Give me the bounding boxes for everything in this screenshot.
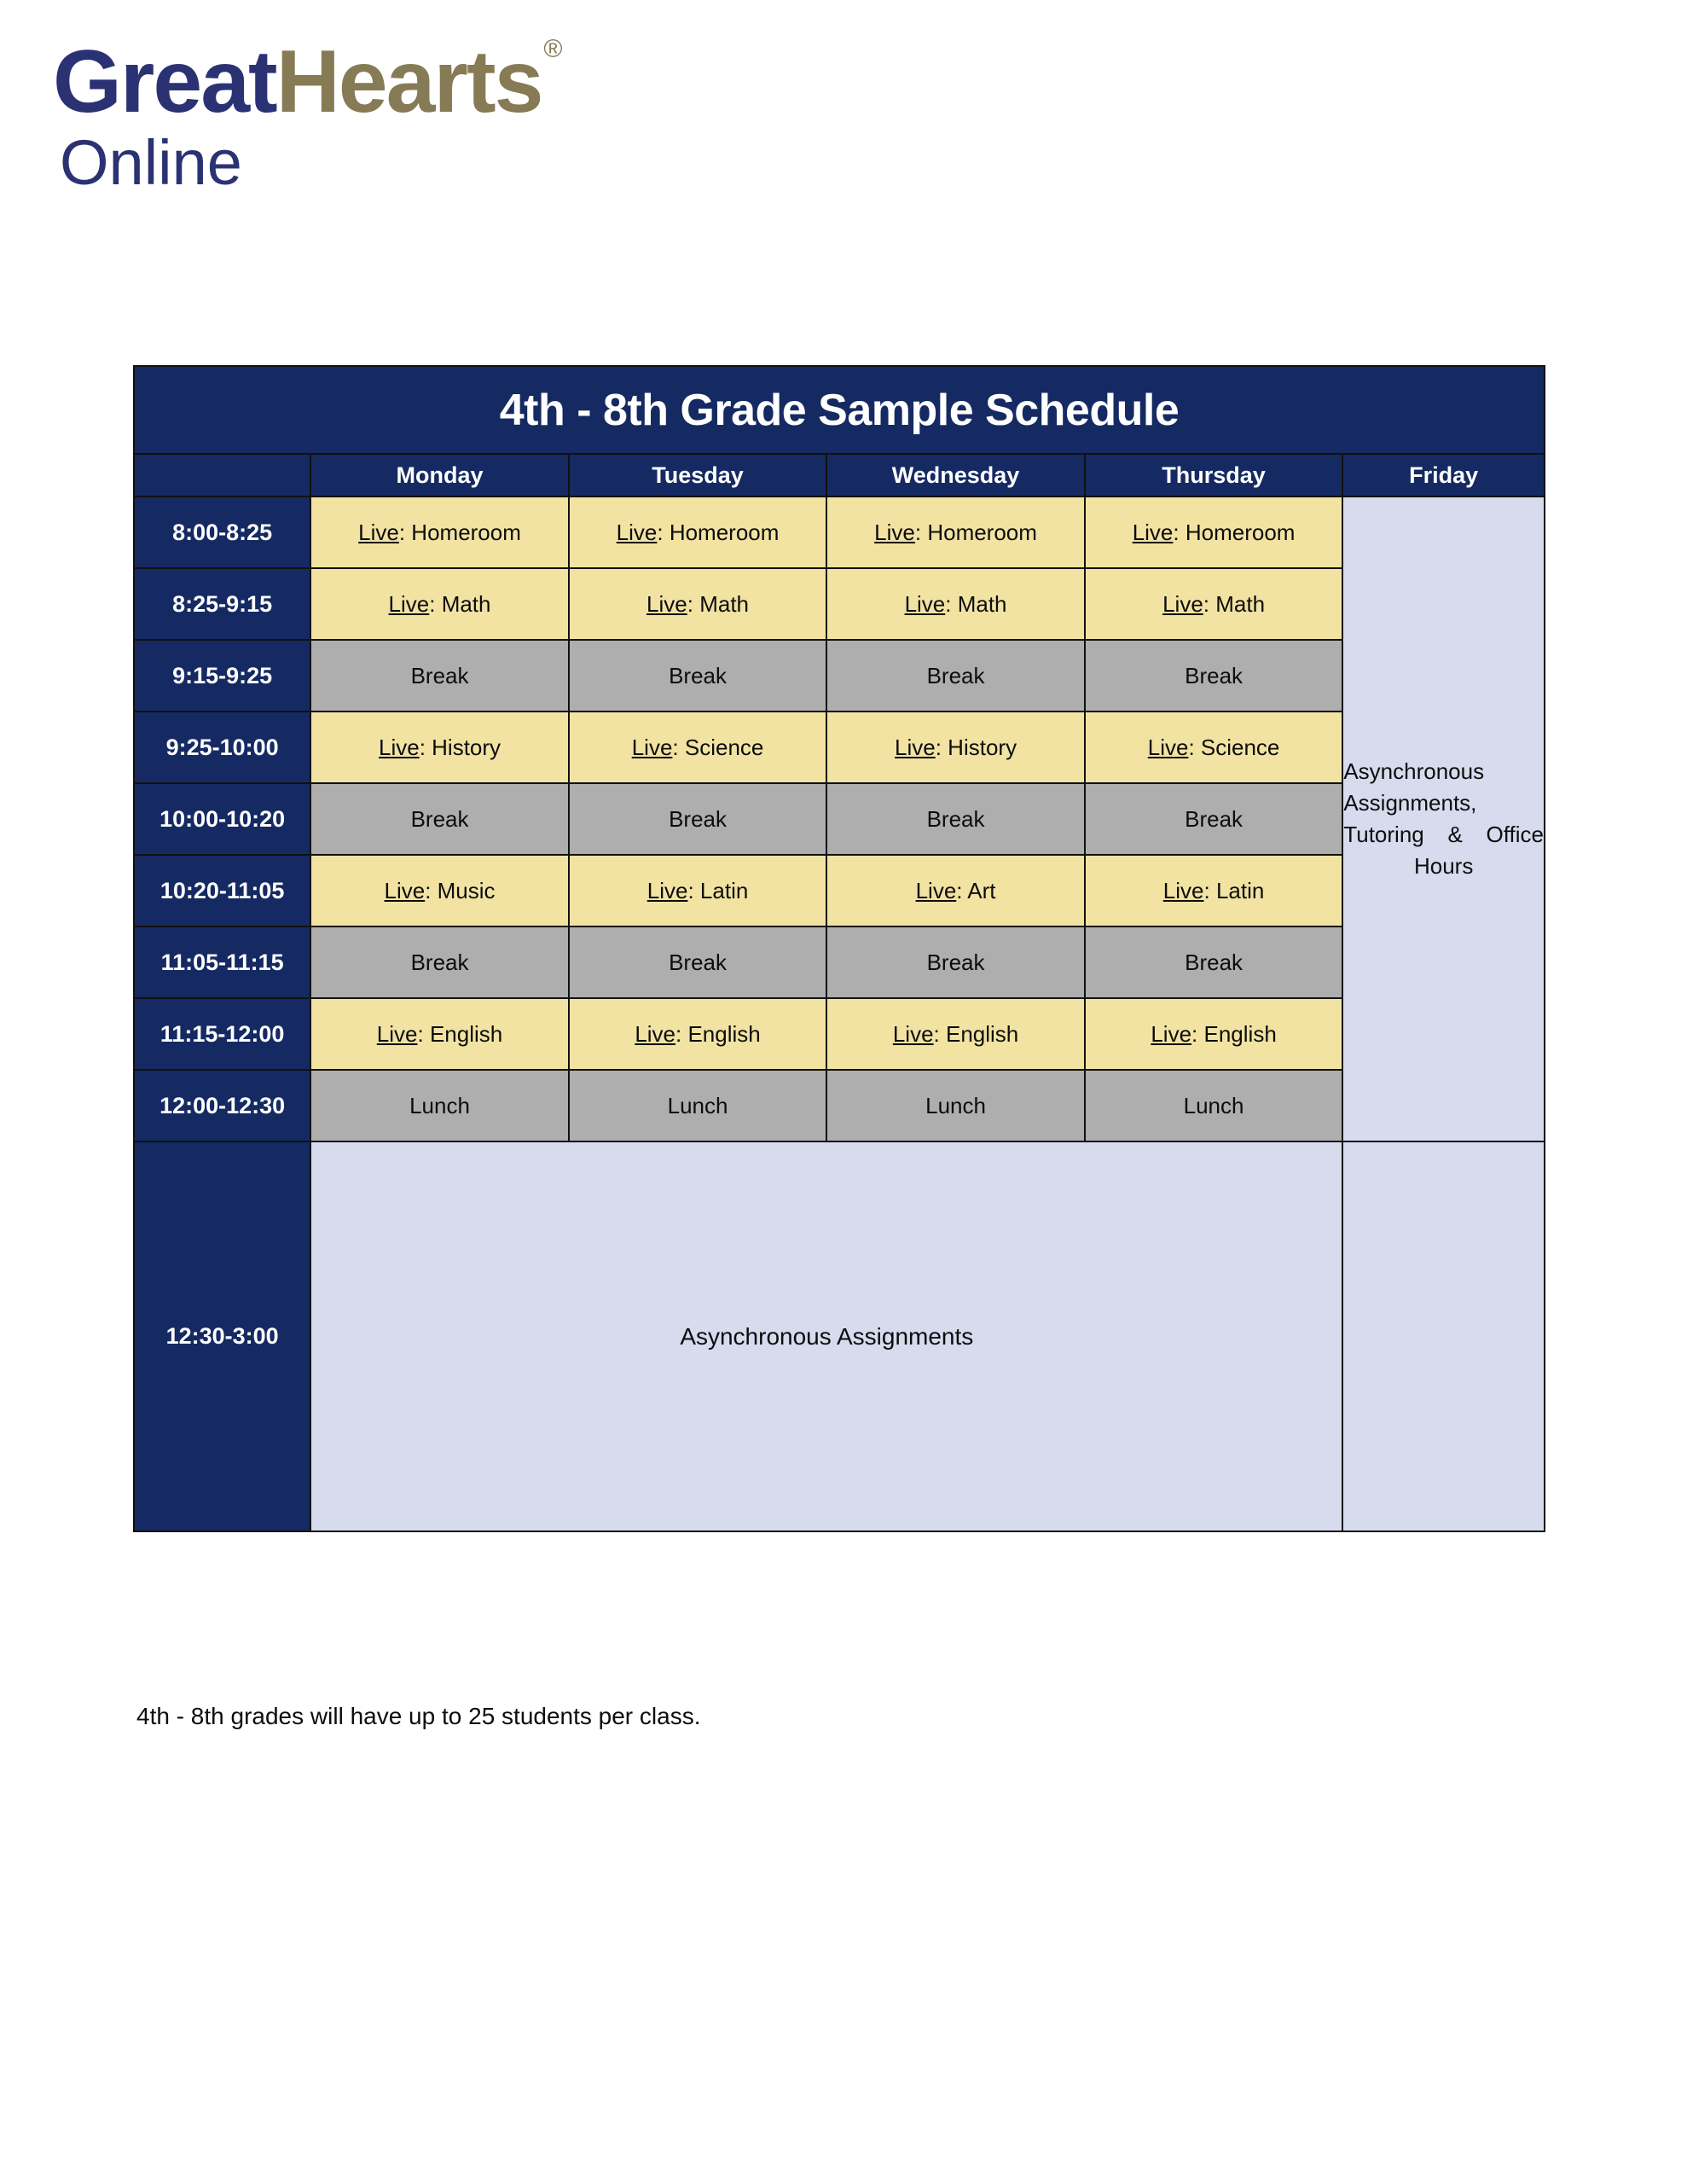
subject-label: : bbox=[687, 590, 700, 617]
schedule-cell: Break bbox=[826, 926, 1085, 998]
live-prefix: Live bbox=[1151, 1020, 1192, 1047]
schedule-cell bbox=[569, 568, 827, 640]
live-prefix: Live bbox=[388, 590, 430, 617]
time-label: 8:25-9:15 bbox=[134, 568, 310, 640]
sample-schedule-table bbox=[133, 365, 1545, 1532]
schedule-table-container bbox=[133, 365, 1545, 1532]
live-prefix: Live bbox=[1162, 590, 1203, 617]
schedule-cell: Break bbox=[310, 926, 569, 998]
time-label: 10:20-11:05 bbox=[134, 855, 310, 926]
subject-label: : bbox=[1191, 1020, 1204, 1047]
column-header-monday: Monday bbox=[310, 454, 569, 497]
time-label: 10:00-10:20 bbox=[134, 783, 310, 855]
time-label: 9:25-10:00 bbox=[134, 712, 310, 783]
table-row bbox=[134, 497, 1545, 568]
logo-word-hearts: Hearts bbox=[275, 32, 542, 131]
schedule-cell bbox=[826, 497, 1085, 568]
table-row bbox=[134, 568, 1545, 640]
live-prefix: Live bbox=[895, 734, 936, 760]
column-header-thursday: Thursday bbox=[1085, 454, 1343, 497]
logo-wordmark bbox=[53, 32, 820, 131]
async-friday-filler bbox=[1342, 1141, 1545, 1531]
subject-name: Art bbox=[967, 877, 996, 903]
live-prefix: Live bbox=[904, 590, 946, 617]
friday-note-cell: Asynchronous Assignments, Tutoring & Office Hours bbox=[1342, 497, 1545, 1141]
column-header-tuesday: Tuesday bbox=[569, 454, 827, 497]
live-prefix: Live bbox=[646, 877, 688, 903]
schedule-cell: Break bbox=[569, 640, 827, 712]
live-prefix: Live bbox=[1132, 519, 1174, 545]
subject-name: History bbox=[948, 734, 1017, 760]
table-row bbox=[134, 998, 1545, 1070]
schedule-cell bbox=[826, 568, 1085, 640]
table-title-row bbox=[134, 366, 1545, 454]
column-header-friday: Friday bbox=[1342, 454, 1545, 497]
schedule-cell: Break bbox=[1085, 926, 1343, 998]
schedule-cell bbox=[826, 712, 1085, 783]
table-row bbox=[134, 926, 1545, 998]
live-prefix: Live bbox=[1147, 734, 1189, 760]
schedule-cell bbox=[1085, 497, 1343, 568]
schedule-cell: Break bbox=[310, 783, 569, 855]
subject-name: Homeroom bbox=[1185, 519, 1296, 545]
subject-label: : bbox=[1173, 519, 1186, 545]
schedule-cell: Break bbox=[1085, 640, 1343, 712]
subject-name: Science bbox=[684, 734, 764, 760]
live-prefix: Live bbox=[616, 519, 658, 545]
time-label: 9:15-9:25 bbox=[134, 640, 310, 712]
subject-name: Latin bbox=[1215, 877, 1265, 903]
schedule-cell: Break bbox=[826, 783, 1085, 855]
subject-label: : bbox=[933, 1020, 946, 1047]
schedule-cell bbox=[569, 712, 827, 783]
live-prefix: Live bbox=[378, 734, 420, 760]
time-label: 11:15-12:00 bbox=[134, 998, 310, 1070]
subject-label: : bbox=[398, 519, 412, 545]
schedule-cell bbox=[826, 855, 1085, 926]
schedule-cell bbox=[569, 998, 827, 1070]
subject-label: : bbox=[945, 590, 958, 617]
subject-name: Math bbox=[699, 590, 750, 617]
subject-label: : bbox=[425, 877, 438, 903]
table-row bbox=[134, 712, 1545, 783]
live-prefix: Live bbox=[1162, 877, 1204, 903]
async-block-row bbox=[134, 1141, 1545, 1531]
live-prefix: Live bbox=[874, 519, 915, 545]
header-corner-blank bbox=[134, 454, 310, 497]
greathearts-online-logo bbox=[53, 32, 820, 198]
schedule-cell bbox=[1085, 568, 1343, 640]
live-prefix: Live bbox=[376, 1020, 418, 1047]
schedule-cell bbox=[826, 998, 1085, 1070]
subject-name: Homeroom bbox=[927, 519, 1037, 545]
time-label: 8:00-8:25 bbox=[134, 497, 310, 568]
async-assignments-cell: Asynchronous Assignments bbox=[310, 1141, 1342, 1531]
live-prefix: Live bbox=[646, 590, 687, 617]
subject-name: Science bbox=[1200, 734, 1280, 760]
subject-name: Math bbox=[1215, 590, 1266, 617]
logo-subtitle-online: Online bbox=[60, 127, 242, 198]
schedule-cell bbox=[1085, 855, 1343, 926]
table-row bbox=[134, 1070, 1545, 1141]
subject-name: Math bbox=[957, 590, 1007, 617]
subject-name: Latin bbox=[699, 877, 749, 903]
time-label: 12:30-3:00 bbox=[134, 1141, 310, 1531]
subject-label: : bbox=[419, 734, 432, 760]
schedule-cell: Lunch bbox=[310, 1070, 569, 1141]
table-row bbox=[134, 783, 1545, 855]
schedule-cell: Break bbox=[1085, 783, 1343, 855]
schedule-cell bbox=[310, 568, 569, 640]
schedule-cell bbox=[569, 497, 827, 568]
live-prefix: Live bbox=[631, 734, 673, 760]
time-label: 11:05-11:15 bbox=[134, 926, 310, 998]
subject-label: : bbox=[417, 1020, 430, 1047]
subject-label: : bbox=[429, 590, 442, 617]
schedule-cell: Break bbox=[569, 783, 827, 855]
subject-label: : bbox=[675, 1020, 688, 1047]
live-prefix: Live bbox=[358, 519, 399, 545]
subject-name: Math bbox=[441, 590, 491, 617]
schedule-cell bbox=[1085, 998, 1343, 1070]
schedule-cell bbox=[310, 712, 569, 783]
subject-name: English bbox=[945, 1020, 1019, 1047]
table-row bbox=[134, 640, 1545, 712]
table-row bbox=[134, 855, 1545, 926]
subject-name: English bbox=[687, 1020, 761, 1047]
subject-label: : bbox=[1203, 877, 1216, 903]
subject-label: : bbox=[914, 519, 928, 545]
live-prefix: Live bbox=[384, 877, 426, 903]
schedule-cell: Lunch bbox=[569, 1070, 827, 1141]
schedule-cell bbox=[310, 855, 569, 926]
schedule-cell: Break bbox=[569, 926, 827, 998]
registered-trademark-icon: ® bbox=[543, 35, 561, 64]
schedule-cell: Break bbox=[310, 640, 569, 712]
schedule-cell: Lunch bbox=[1085, 1070, 1343, 1141]
subject-label: : bbox=[672, 734, 685, 760]
subject-name: English bbox=[429, 1020, 503, 1047]
time-label: 12:00-12:30 bbox=[134, 1070, 310, 1141]
subject-name: English bbox=[1203, 1020, 1277, 1047]
subject-label: : bbox=[657, 519, 670, 545]
subject-label: : bbox=[956, 877, 968, 903]
live-prefix: Live bbox=[892, 1020, 934, 1047]
column-header-wednesday: Wednesday bbox=[826, 454, 1085, 497]
subject-label: : bbox=[935, 734, 948, 760]
subject-name: Homeroom bbox=[411, 519, 521, 545]
page-title: 4th - 8th Grade Sample Schedule bbox=[134, 366, 1545, 454]
subject-label: : bbox=[1203, 590, 1216, 617]
schedule-cell bbox=[1085, 712, 1343, 783]
schedule-cell: Lunch bbox=[826, 1070, 1085, 1141]
schedule-cell: Break bbox=[826, 640, 1085, 712]
subject-name: History bbox=[432, 734, 501, 760]
subject-name: Music bbox=[437, 877, 496, 903]
schedule-cell bbox=[310, 998, 569, 1070]
schedule-cell bbox=[310, 497, 569, 568]
table-header-row bbox=[134, 454, 1545, 497]
footnote-text: 4th - 8th grades will have up to 25 students per class. bbox=[136, 1703, 701, 1729]
live-prefix: Live bbox=[915, 877, 957, 903]
subject-label: : bbox=[1188, 734, 1201, 760]
schedule-cell bbox=[569, 855, 827, 926]
logo-word-great: Great bbox=[53, 32, 276, 131]
subject-label: : bbox=[687, 877, 700, 903]
subject-name: Homeroom bbox=[669, 519, 780, 545]
live-prefix: Live bbox=[635, 1020, 676, 1047]
